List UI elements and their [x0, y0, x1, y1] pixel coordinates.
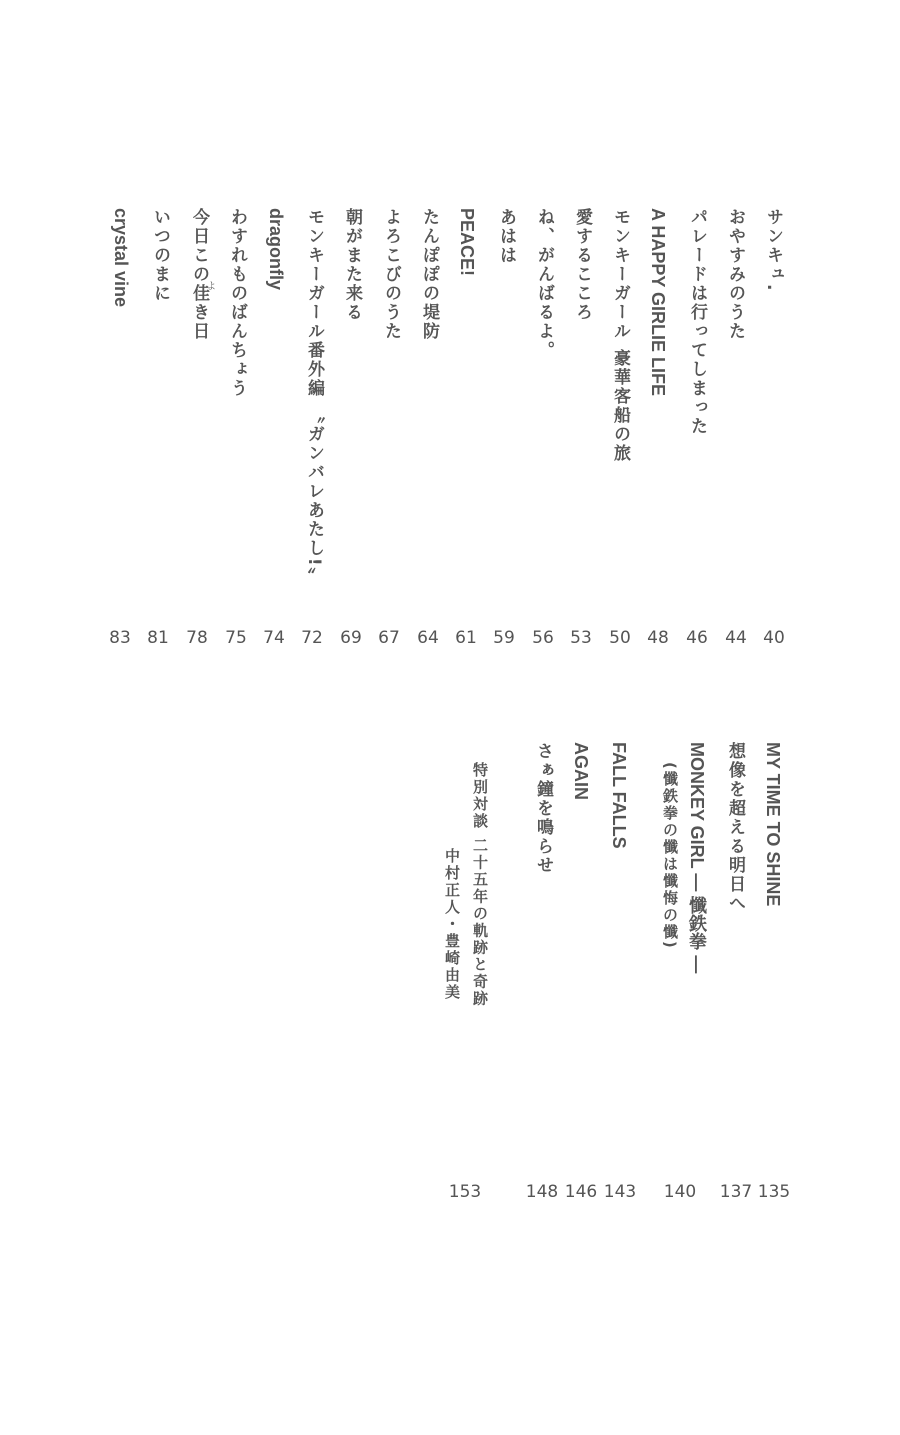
- toc-title: たんぽぽの堤防: [419, 208, 439, 341]
- toc-title: おやすみのうた: [725, 208, 745, 341]
- toc-page-number: 143: [603, 1182, 637, 1202]
- toc-title: MONKEY GIRL ― 懺鉄拳 ―: [687, 742, 707, 974]
- toc-title: モンキーガール番外編 〝ガンバレあたし!〟: [304, 208, 324, 587]
- toc-title: FALL FALLS: [609, 742, 629, 849]
- toc-page-number: 75: [225, 628, 247, 648]
- toc-page-number: 59: [493, 628, 515, 648]
- toc-page-number: 48: [647, 628, 669, 648]
- toc-title: モンキーガール 豪華客船の旅: [610, 208, 630, 463]
- toc-page-number: 40: [763, 628, 785, 648]
- toc-title: 愛するこころ: [572, 208, 592, 322]
- toc-title: crystal vine: [111, 208, 131, 308]
- toc-title: A HAPPY GIRLIE LIFE: [648, 208, 668, 397]
- toc-title: AGAIN: [571, 742, 591, 800]
- toc-title: わすれものばんちょう: [227, 208, 247, 398]
- toc-page-number: 148: [525, 1182, 559, 1202]
- toc-title: あはは: [496, 208, 516, 265]
- toc-title: 特別対談 二十五年の軌跡と奇跡: [471, 762, 489, 1008]
- toc-page-number: 67: [378, 628, 400, 648]
- toc-page-number: 61: [455, 628, 477, 648]
- toc-title: MY TIME TO SHINE: [763, 742, 783, 907]
- toc-title: さぁ鐘を鳴らせ: [533, 742, 553, 875]
- toc-page-number: 53: [570, 628, 592, 648]
- toc-page-number: 46: [686, 628, 708, 648]
- toc-subtitle: 中村正人・豊崎由美: [443, 848, 461, 1001]
- toc-page-number: 69: [340, 628, 362, 648]
- toc-page-number: 140: [663, 1182, 697, 1202]
- toc-title: 朝がまた来る: [342, 208, 362, 322]
- toc-page-number: 44: [725, 628, 747, 648]
- toc-ruby: よ: [207, 282, 217, 292]
- toc-page-number: 56: [532, 628, 554, 648]
- toc-page-number: 83: [109, 628, 131, 648]
- toc-page-number: 153: [448, 1182, 482, 1202]
- toc-title: ね、がんばるよ。: [534, 208, 554, 360]
- toc-page-number: 135: [757, 1182, 791, 1202]
- toc-page-number: 146: [564, 1182, 598, 1202]
- toc-title: よろこびのうた: [381, 208, 401, 341]
- toc-title: PEACE!: [457, 208, 477, 277]
- toc-page-number: 78: [186, 628, 208, 648]
- toc-title: いつのまに: [150, 208, 170, 303]
- toc-title: サンキュ.: [763, 208, 783, 293]
- toc-page-number: 50: [609, 628, 631, 648]
- toc-page-number: 81: [147, 628, 169, 648]
- toc-page-number: 137: [719, 1182, 753, 1202]
- toc-page-number: 72: [301, 628, 323, 648]
- toc-title: パレードは行ってしまった: [687, 208, 707, 436]
- toc-title: 今日この佳き日: [189, 208, 209, 341]
- toc-subtitle: (懺鉄拳の懺は懺悔の懺): [661, 762, 679, 950]
- toc-title: 想像を超える明日へ: [725, 742, 745, 913]
- toc-page-number: 64: [417, 628, 439, 648]
- toc-title: dragonfly: [266, 208, 286, 291]
- toc-page-number: 74: [263, 628, 285, 648]
